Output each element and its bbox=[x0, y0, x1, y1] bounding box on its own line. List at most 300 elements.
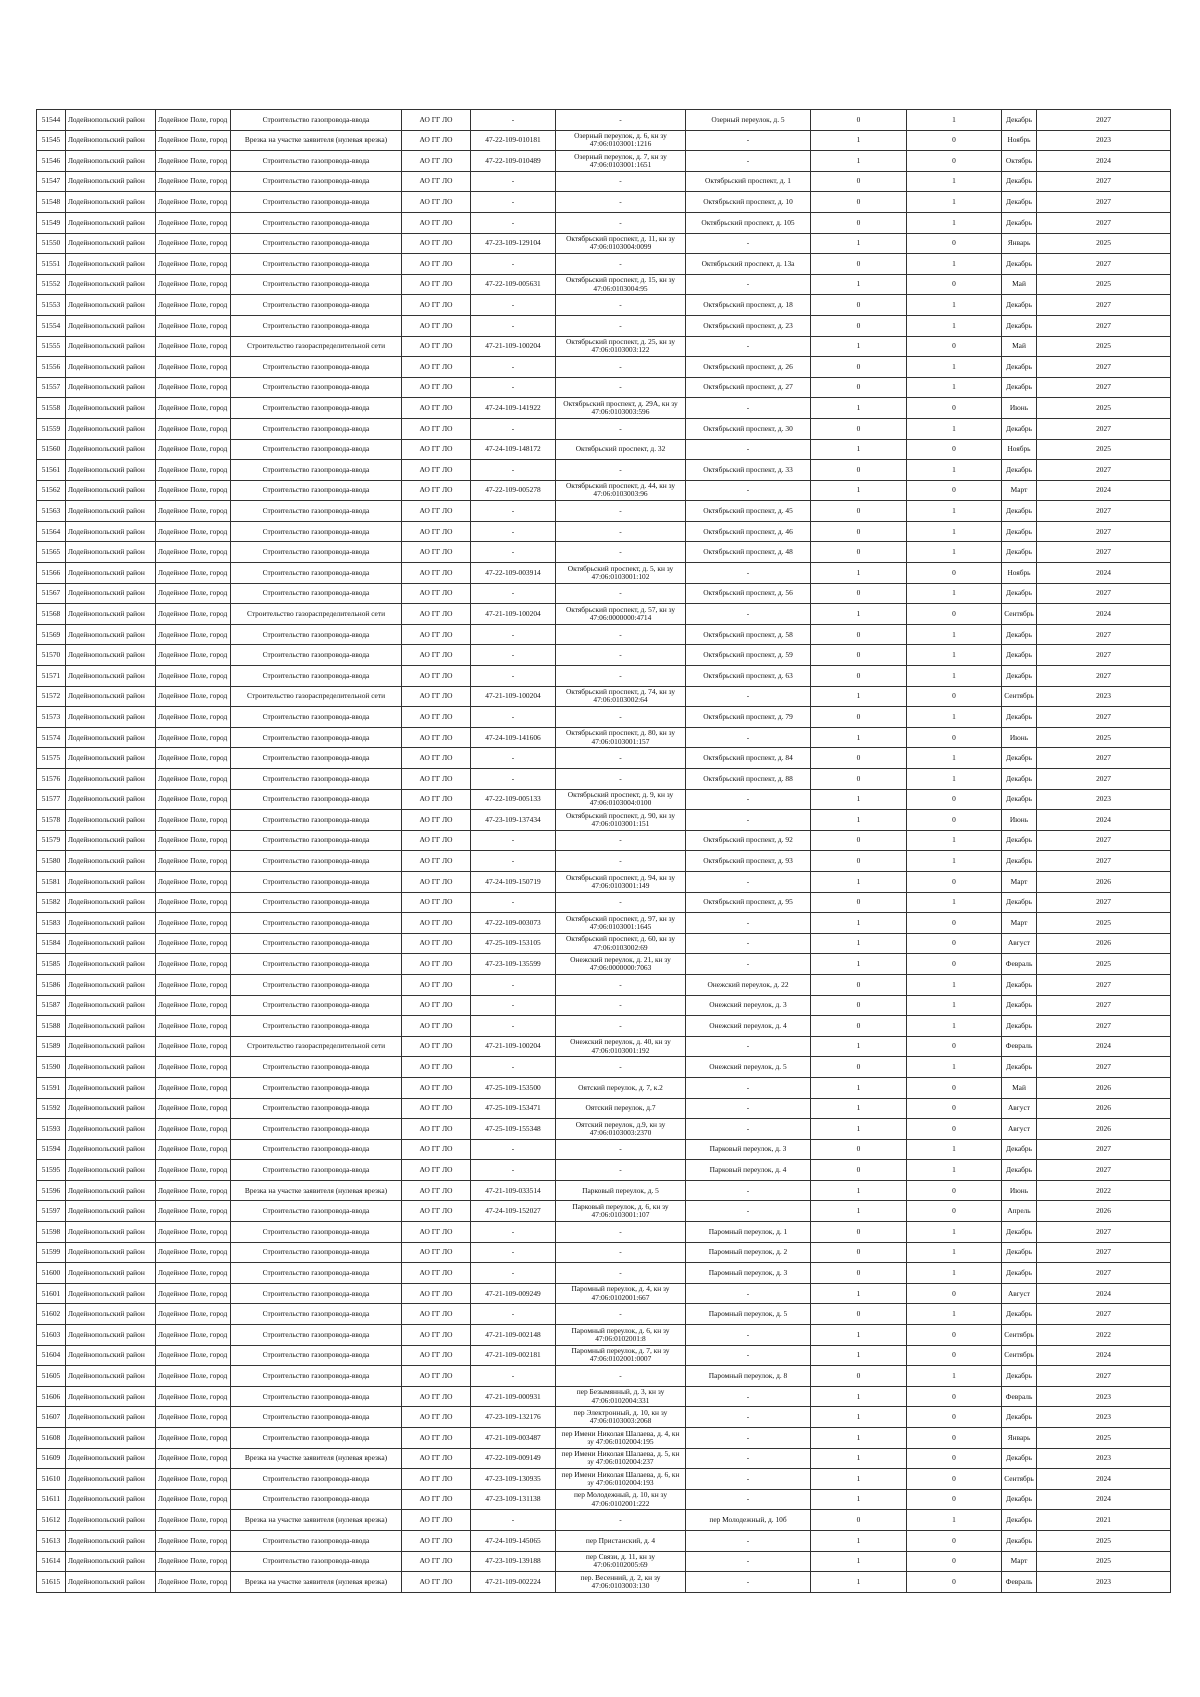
cell-count-planned: 0 bbox=[907, 233, 1002, 254]
cell-address-cadastral: Паромный переулок, д. 4, кн зу 47:06:0102001:667 bbox=[556, 1283, 686, 1304]
cell-year: 2027 bbox=[1037, 707, 1171, 728]
cell-month: Декабрь bbox=[1002, 748, 1037, 769]
cell-district: Лодейнопольский район bbox=[66, 1572, 156, 1593]
cell-address-cadastral: Октябрьский проспект, д. 9, кн зу 47:06:0103004:0100 bbox=[556, 789, 686, 810]
cell-year: 2023 bbox=[1037, 130, 1171, 151]
cell-year: 2027 bbox=[1037, 1222, 1171, 1243]
cell-month: Октябрь bbox=[1002, 151, 1037, 172]
cell-count-planned: 1 bbox=[907, 542, 1002, 563]
cell-row-number: 51587 bbox=[37, 995, 66, 1016]
cell-address-cadastral: - bbox=[556, 171, 686, 192]
cell-count-contracted: 1 bbox=[811, 1530, 907, 1551]
table-row bbox=[37, 1325, 1171, 1346]
cell-count-contracted: 1 bbox=[811, 604, 907, 625]
cell-work-type: Строительство газопровода-ввода bbox=[231, 274, 402, 295]
table-row bbox=[37, 439, 1171, 460]
cell-work-type: Строительство газопровода-ввода bbox=[231, 1469, 402, 1490]
cell-work-type: Строительство газопровода-ввода bbox=[231, 727, 402, 748]
cell-work-type: Строительство газопровода-ввода bbox=[231, 1489, 402, 1510]
table-row bbox=[37, 480, 1171, 501]
cell-organization: АО ГГ ЛО bbox=[402, 1201, 471, 1222]
cell-work-type: Строительство газопровода-ввода bbox=[231, 233, 402, 254]
table-row bbox=[37, 460, 1171, 481]
cell-count-contracted: 0 bbox=[811, 460, 907, 481]
cell-contract-number: 47-22-109-005631 bbox=[471, 274, 556, 295]
cell-count-planned: 0 bbox=[907, 1283, 1002, 1304]
cell-work-type: Строительство газопровода-ввода bbox=[231, 1386, 402, 1407]
cell-address-cadastral: - bbox=[556, 1242, 686, 1263]
cell-row-number: 51567 bbox=[37, 583, 66, 604]
cell-settlement: Лодейное Поле, город bbox=[156, 151, 231, 172]
cell-count-contracted: 0 bbox=[811, 1366, 907, 1387]
cell-organization: АО ГГ ЛО bbox=[402, 460, 471, 481]
cell-count-planned: 1 bbox=[907, 830, 1002, 851]
cell-work-type: Строительство газопровода-ввода bbox=[231, 1551, 402, 1572]
cell-settlement: Лодейное Поле, город bbox=[156, 624, 231, 645]
cell-count-planned: 0 bbox=[907, 954, 1002, 975]
cell-count-contracted: 0 bbox=[811, 666, 907, 687]
cell-row-number: 51581 bbox=[37, 871, 66, 892]
cell-address: - bbox=[686, 810, 811, 831]
table-row bbox=[37, 192, 1171, 213]
cell-address: - bbox=[686, 789, 811, 810]
cell-address-cadastral: Октябрьский проспект, д. 44, кн зу 47:06:0103003:96 bbox=[556, 480, 686, 501]
table-row bbox=[37, 871, 1171, 892]
cell-settlement: Лодейное Поле, город bbox=[156, 769, 231, 790]
cell-count-contracted: 0 bbox=[811, 315, 907, 336]
cell-count-contracted: 1 bbox=[811, 913, 907, 934]
cell-contract-number: - bbox=[471, 1242, 556, 1263]
cell-count-contracted: 1 bbox=[811, 954, 907, 975]
cell-settlement: Лодейное Поле, город bbox=[156, 501, 231, 522]
cell-address-cadastral: пер Связи, д. 11, кн зу 47:06:0102005:69 bbox=[556, 1551, 686, 1572]
cell-organization: АО ГГ ЛО bbox=[402, 666, 471, 687]
cell-month: Ноябрь bbox=[1002, 563, 1037, 584]
cell-year: 2027 bbox=[1037, 1263, 1171, 1284]
cell-address-cadastral: Озерный переулок, д. 7, кн зу 47:06:0103001:1651 bbox=[556, 151, 686, 172]
cell-row-number: 51602 bbox=[37, 1304, 66, 1325]
cell-settlement: Лодейное Поле, город bbox=[156, 789, 231, 810]
cell-work-type: Строительство газопровода-ввода bbox=[231, 830, 402, 851]
cell-settlement: Лодейное Поле, город bbox=[156, 315, 231, 336]
cell-address-cadastral: Октябрьский проспект, д. 5, кн зу 47:06:0103001:102 bbox=[556, 563, 686, 584]
cell-work-type: Строительство газопровода-ввода bbox=[231, 1283, 402, 1304]
cell-row-number: 51608 bbox=[37, 1428, 66, 1449]
cell-count-planned: 1 bbox=[907, 192, 1002, 213]
cell-count-planned: 0 bbox=[907, 1489, 1002, 1510]
cell-address-cadastral: - bbox=[556, 1366, 686, 1387]
cell-organization: АО ГГ ЛО bbox=[402, 254, 471, 275]
cell-organization: АО ГГ ЛО bbox=[402, 212, 471, 233]
cell-row-number: 51575 bbox=[37, 748, 66, 769]
cell-month: Март bbox=[1002, 871, 1037, 892]
table-row bbox=[37, 542, 1171, 563]
cell-organization: АО ГГ ЛО bbox=[402, 1139, 471, 1160]
cell-count-planned: 0 bbox=[907, 1345, 1002, 1366]
cell-work-type: Строительство газопровода-ввода bbox=[231, 398, 402, 419]
cell-settlement: Лодейное Поле, город bbox=[156, 1139, 231, 1160]
cell-year: 2027 bbox=[1037, 357, 1171, 378]
cell-organization: АО ГГ ЛО bbox=[402, 995, 471, 1016]
cell-organization: АО ГГ ЛО bbox=[402, 274, 471, 295]
cell-month: Февраль bbox=[1002, 1386, 1037, 1407]
table-row bbox=[37, 748, 1171, 769]
cell-contract-number: 47-23-109-135599 bbox=[471, 954, 556, 975]
cell-organization: АО ГГ ЛО bbox=[402, 1057, 471, 1078]
cell-month: Декабрь bbox=[1002, 1057, 1037, 1078]
cell-district: Лодейнопольский район bbox=[66, 274, 156, 295]
cell-contract-number: 47-22-109-003914 bbox=[471, 563, 556, 584]
cell-organization: АО ГГ ЛО bbox=[402, 521, 471, 542]
cell-address: Октябрьский проспект, д. 27 bbox=[686, 377, 811, 398]
cell-organization: АО ГГ ЛО bbox=[402, 1428, 471, 1449]
cell-row-number: 51578 bbox=[37, 810, 66, 831]
cell-work-type: Строительство газопровода-ввода bbox=[231, 1222, 402, 1243]
cell-row-number: 51601 bbox=[37, 1283, 66, 1304]
cell-count-contracted: 0 bbox=[811, 254, 907, 275]
cell-address: Октябрьский проспект, д. 45 bbox=[686, 501, 811, 522]
cell-address: Октябрьский проспект, д. 46 bbox=[686, 521, 811, 542]
cell-count-contracted: 1 bbox=[811, 563, 907, 584]
cell-row-number: 51599 bbox=[37, 1242, 66, 1263]
cell-year: 2024 bbox=[1037, 604, 1171, 625]
cell-district: Лодейнопольский район bbox=[66, 1119, 156, 1140]
cell-count-planned: 1 bbox=[907, 254, 1002, 275]
cell-district: Лодейнопольский район bbox=[66, 1448, 156, 1469]
cell-row-number: 51610 bbox=[37, 1469, 66, 1490]
cell-work-type: Врезка на участке заявителя (нулевая врезка) bbox=[231, 1572, 402, 1593]
cell-work-type: Строительство газораспределительной сети bbox=[231, 336, 402, 357]
cell-contract-number: 47-22-109-010181 bbox=[471, 130, 556, 151]
cell-year: 2027 bbox=[1037, 295, 1171, 316]
cell-month: Июнь bbox=[1002, 1180, 1037, 1201]
cell-work-type: Строительство газопровода-ввода bbox=[231, 1407, 402, 1428]
cell-year: 2023 bbox=[1037, 1407, 1171, 1428]
table-row bbox=[37, 1489, 1171, 1510]
cell-row-number: 51549 bbox=[37, 212, 66, 233]
cell-organization: АО ГГ ЛО bbox=[402, 1469, 471, 1490]
cell-row-number: 51569 bbox=[37, 624, 66, 645]
cell-work-type: Строительство газопровода-ввода bbox=[231, 1325, 402, 1346]
cell-count-contracted: 0 bbox=[811, 501, 907, 522]
cell-settlement: Лодейное Поле, город bbox=[156, 439, 231, 460]
cell-address-cadastral: - bbox=[556, 892, 686, 913]
cell-organization: АО ГГ ЛО bbox=[402, 1407, 471, 1428]
cell-month: Июнь bbox=[1002, 810, 1037, 831]
cell-month: Декабрь bbox=[1002, 1222, 1037, 1243]
cell-year: 2024 bbox=[1037, 1283, 1171, 1304]
cell-row-number: 51588 bbox=[37, 1016, 66, 1037]
cell-year: 2025 bbox=[1037, 913, 1171, 934]
cell-settlement: Лодейное Поле, город bbox=[156, 583, 231, 604]
cell-address: - bbox=[686, 1530, 811, 1551]
cell-settlement: Лодейное Поле, город bbox=[156, 913, 231, 934]
cell-row-number: 51580 bbox=[37, 851, 66, 872]
cell-work-type: Врезка на участке заявителя (нулевая врезка) bbox=[231, 130, 402, 151]
cell-address: Паромный переулок, д. 5 bbox=[686, 1304, 811, 1325]
cell-month: Декабрь bbox=[1002, 192, 1037, 213]
cell-row-number: 51562 bbox=[37, 480, 66, 501]
cell-address: Парковый переулок, д. 4 bbox=[686, 1160, 811, 1181]
cell-contract-number: 47-23-109-129104 bbox=[471, 233, 556, 254]
cell-settlement: Лодейное Поле, город bbox=[156, 851, 231, 872]
cell-work-type: Строительство газопровода-ввода bbox=[231, 583, 402, 604]
cell-work-type: Врезка на участке заявителя (нулевая врезка) bbox=[231, 1180, 402, 1201]
cell-year: 2027 bbox=[1037, 769, 1171, 790]
table-row bbox=[37, 418, 1171, 439]
table-row bbox=[37, 707, 1171, 728]
cell-row-number: 51556 bbox=[37, 357, 66, 378]
cell-row-number: 51592 bbox=[37, 1098, 66, 1119]
cell-month: Декабрь bbox=[1002, 357, 1037, 378]
table-row bbox=[37, 1345, 1171, 1366]
cell-district: Лодейнопольский район bbox=[66, 1530, 156, 1551]
cell-row-number: 51571 bbox=[37, 666, 66, 687]
cell-organization: АО ГГ ЛО bbox=[402, 830, 471, 851]
cell-address-cadastral: - bbox=[556, 418, 686, 439]
cell-settlement: Лодейное Поле, город bbox=[156, 1428, 231, 1449]
cell-organization: АО ГГ ЛО bbox=[402, 418, 471, 439]
cell-settlement: Лодейное Поле, город bbox=[156, 1077, 231, 1098]
cell-count-contracted: 1 bbox=[811, 686, 907, 707]
cell-address: - bbox=[686, 480, 811, 501]
cell-district: Лодейнопольский район bbox=[66, 1201, 156, 1222]
cell-count-planned: 0 bbox=[907, 151, 1002, 172]
cell-address-cadastral: - bbox=[556, 212, 686, 233]
cell-contract-number: - bbox=[471, 707, 556, 728]
cell-count-contracted: 1 bbox=[811, 1489, 907, 1510]
cell-row-number: 51596 bbox=[37, 1180, 66, 1201]
cell-settlement: Лодейное Поле, город bbox=[156, 686, 231, 707]
cell-work-type: Строительство газораспределительной сети bbox=[231, 604, 402, 625]
cell-count-planned: 0 bbox=[907, 1407, 1002, 1428]
cell-count-contracted: 1 bbox=[811, 130, 907, 151]
cell-year: 2027 bbox=[1037, 212, 1171, 233]
cell-organization: АО ГГ ЛО bbox=[402, 377, 471, 398]
cell-organization: АО ГГ ЛО bbox=[402, 583, 471, 604]
cell-settlement: Лодейное Поле, город bbox=[156, 480, 231, 501]
cell-organization: АО ГГ ЛО bbox=[402, 727, 471, 748]
cell-year: 2024 bbox=[1037, 480, 1171, 501]
cell-organization: АО ГГ ЛО bbox=[402, 851, 471, 872]
cell-district: Лодейнопольский район bbox=[66, 995, 156, 1016]
cell-address-cadastral: - bbox=[556, 851, 686, 872]
cell-district: Лодейнопольский район bbox=[66, 110, 156, 131]
cell-row-number: 51555 bbox=[37, 336, 66, 357]
table-row bbox=[37, 315, 1171, 336]
cell-count-planned: 1 bbox=[907, 1304, 1002, 1325]
cell-district: Лодейнопольский район bbox=[66, 1510, 156, 1531]
cell-row-number: 51572 bbox=[37, 686, 66, 707]
cell-settlement: Лодейное Поле, город bbox=[156, 933, 231, 954]
cell-row-number: 51600 bbox=[37, 1263, 66, 1284]
cell-address-cadastral: Парковый переулок, д. 5 bbox=[556, 1180, 686, 1201]
cell-work-type: Строительство газораспределительной сети bbox=[231, 1036, 402, 1057]
cell-district: Лодейнопольский район bbox=[66, 130, 156, 151]
cell-address-cadastral: Онежский переулок, д. 21, кн зу 47:06:0000000:7063 bbox=[556, 954, 686, 975]
cell-address: - bbox=[686, 686, 811, 707]
cell-work-type: Строительство газопровода-ввода bbox=[231, 789, 402, 810]
cell-address-cadastral: Парковый переулок, д. 6, кн зу 47:06:0103001:107 bbox=[556, 1201, 686, 1222]
cell-organization: АО ГГ ЛО bbox=[402, 1345, 471, 1366]
cell-contract-number: 47-23-109-132176 bbox=[471, 1407, 556, 1428]
cell-settlement: Лодейное Поле, город bbox=[156, 748, 231, 769]
cell-settlement: Лодейное Поле, город bbox=[156, 357, 231, 378]
cell-district: Лодейнопольский район bbox=[66, 748, 156, 769]
cell-contract-number: 47-21-109-100204 bbox=[471, 604, 556, 625]
cell-count-planned: 1 bbox=[907, 357, 1002, 378]
cell-count-planned: 1 bbox=[907, 769, 1002, 790]
cell-month: Август bbox=[1002, 1283, 1037, 1304]
cell-count-contracted: 0 bbox=[811, 892, 907, 913]
cell-count-contracted: 0 bbox=[811, 830, 907, 851]
cell-work-type: Строительство газопровода-ввода bbox=[231, 1057, 402, 1078]
cell-address-cadastral: пер Молодежный, д. 10, кн зу 47:06:0102001:222 bbox=[556, 1489, 686, 1510]
cell-year: 2026 bbox=[1037, 1077, 1171, 1098]
table-row bbox=[37, 1510, 1171, 1531]
cell-address-cadastral: - bbox=[556, 583, 686, 604]
cell-contract-number: - bbox=[471, 212, 556, 233]
cell-count-planned: 0 bbox=[907, 1428, 1002, 1449]
cell-contract-number: 47-22-109-005278 bbox=[471, 480, 556, 501]
cell-contract-number: - bbox=[471, 995, 556, 1016]
cell-contract-number: 47-21-109-033514 bbox=[471, 1180, 556, 1201]
cell-work-type: Строительство газопровода-ввода bbox=[231, 645, 402, 666]
cell-work-type: Строительство газопровода-ввода bbox=[231, 521, 402, 542]
cell-count-contracted: 0 bbox=[811, 1139, 907, 1160]
cell-district: Лодейнопольский район bbox=[66, 624, 156, 645]
cell-settlement: Лодейное Поле, город bbox=[156, 1325, 231, 1346]
cell-work-type: Строительство газопровода-ввода bbox=[231, 418, 402, 439]
cell-organization: АО ГГ ЛО bbox=[402, 1325, 471, 1346]
cell-organization: АО ГГ ЛО bbox=[402, 563, 471, 584]
cell-month: Ноябрь bbox=[1002, 439, 1037, 460]
cell-address: Октябрьский проспект, д. 79 bbox=[686, 707, 811, 728]
cell-count-contracted: 0 bbox=[811, 542, 907, 563]
cell-settlement: Лодейное Поле, город bbox=[156, 1119, 231, 1140]
cell-settlement: Лодейное Поле, город bbox=[156, 1386, 231, 1407]
cell-contract-number: 47-24-109-141922 bbox=[471, 398, 556, 419]
cell-count-contracted: 1 bbox=[811, 1386, 907, 1407]
cell-address-cadastral: - bbox=[556, 460, 686, 481]
cell-address: - bbox=[686, 1428, 811, 1449]
cell-count-planned: 1 bbox=[907, 315, 1002, 336]
cell-district: Лодейнопольский район bbox=[66, 171, 156, 192]
cell-count-planned: 1 bbox=[907, 851, 1002, 872]
cell-settlement: Лодейное Поле, город bbox=[156, 892, 231, 913]
cell-year: 2027 bbox=[1037, 624, 1171, 645]
cell-work-type: Строительство газопровода-ввода bbox=[231, 1345, 402, 1366]
cell-contract-number: 47-24-109-148172 bbox=[471, 439, 556, 460]
cell-work-type: Строительство газопровода-ввода bbox=[231, 1201, 402, 1222]
cell-address: - bbox=[686, 604, 811, 625]
cell-organization: АО ГГ ЛО bbox=[402, 357, 471, 378]
cell-count-planned: 0 bbox=[907, 1448, 1002, 1469]
cell-row-number: 51607 bbox=[37, 1407, 66, 1428]
cell-organization: АО ГГ ЛО bbox=[402, 686, 471, 707]
cell-row-number: 51591 bbox=[37, 1077, 66, 1098]
cell-address: - bbox=[686, 1386, 811, 1407]
table-row bbox=[37, 1572, 1171, 1593]
cell-organization: АО ГГ ЛО bbox=[402, 913, 471, 934]
table-row bbox=[37, 666, 1171, 687]
cell-address-cadastral: - bbox=[556, 1057, 686, 1078]
cell-work-type: Строительство газопровода-ввода bbox=[231, 974, 402, 995]
cell-address-cadastral: - bbox=[556, 521, 686, 542]
cell-district: Лодейнопольский район bbox=[66, 563, 156, 584]
cell-work-type: Строительство газопровода-ввода bbox=[231, 151, 402, 172]
cell-row-number: 51609 bbox=[37, 1448, 66, 1469]
cell-address: - bbox=[686, 933, 811, 954]
cell-count-planned: 0 bbox=[907, 1551, 1002, 1572]
cell-address: Октябрьский проспект, д. 13а bbox=[686, 254, 811, 275]
cell-contract-number: 47-21-109-100204 bbox=[471, 686, 556, 707]
cell-month: Декабрь bbox=[1002, 1489, 1037, 1510]
cell-address-cadastral: - bbox=[556, 645, 686, 666]
cell-work-type: Строительство газораспределительной сети bbox=[231, 686, 402, 707]
cell-address: - bbox=[686, 439, 811, 460]
cell-month: Декабрь bbox=[1002, 377, 1037, 398]
cell-address: - bbox=[686, 954, 811, 975]
cell-count-planned: 1 bbox=[907, 624, 1002, 645]
cell-settlement: Лодейное Поле, город bbox=[156, 1098, 231, 1119]
cell-address: - bbox=[686, 1201, 811, 1222]
cell-count-planned: 0 bbox=[907, 686, 1002, 707]
cell-address: Октябрьский проспект, д. 30 bbox=[686, 418, 811, 439]
cell-count-contracted: 0 bbox=[811, 295, 907, 316]
cell-count-contracted: 0 bbox=[811, 851, 907, 872]
cell-settlement: Лодейное Поле, город bbox=[156, 1036, 231, 1057]
cell-row-number: 51545 bbox=[37, 130, 66, 151]
cell-settlement: Лодейное Поле, город bbox=[156, 1530, 231, 1551]
cell-district: Лодейнопольский район bbox=[66, 1345, 156, 1366]
cell-year: 2027 bbox=[1037, 1016, 1171, 1037]
cell-address-cadastral: Октябрьский проспект, д. 32 bbox=[556, 439, 686, 460]
cell-month: Декабрь bbox=[1002, 789, 1037, 810]
cell-settlement: Лодейное Поле, город bbox=[156, 604, 231, 625]
cell-organization: АО ГГ ЛО bbox=[402, 439, 471, 460]
cell-month: Февраль bbox=[1002, 1572, 1037, 1593]
cell-address-cadastral: пер Электронный, д. 10, кн зу 47:06:0103003:2068 bbox=[556, 1407, 686, 1428]
cell-count-contracted: 0 bbox=[811, 1160, 907, 1181]
cell-contract-number: 47-25-109-153500 bbox=[471, 1077, 556, 1098]
cell-address: - bbox=[686, 871, 811, 892]
cell-year: 2027 bbox=[1037, 110, 1171, 131]
cell-settlement: Лодейное Поле, город bbox=[156, 645, 231, 666]
cell-work-type: Строительство газопровода-ввода bbox=[231, 1428, 402, 1449]
cell-settlement: Лодейное Поле, город bbox=[156, 810, 231, 831]
cell-count-planned: 0 bbox=[907, 130, 1002, 151]
table-row bbox=[37, 295, 1171, 316]
cell-settlement: Лодейное Поле, город bbox=[156, 1201, 231, 1222]
cell-month: Декабрь bbox=[1002, 1016, 1037, 1037]
table-body bbox=[37, 110, 1171, 1593]
cell-organization: АО ГГ ЛО bbox=[402, 810, 471, 831]
cell-address: Паромный переулок, д. 8 bbox=[686, 1366, 811, 1387]
cell-address-cadastral: Октябрьский проспект, д. 60, кн зу 47:06:0103002:69 bbox=[556, 933, 686, 954]
cell-count-contracted: 1 bbox=[811, 1077, 907, 1098]
cell-contract-number: - bbox=[471, 666, 556, 687]
gasification-table bbox=[36, 109, 1171, 1593]
table-row bbox=[37, 1016, 1171, 1037]
cell-work-type: Строительство газопровода-ввода bbox=[231, 1098, 402, 1119]
cell-row-number: 51544 bbox=[37, 110, 66, 131]
cell-year: 2027 bbox=[1037, 851, 1171, 872]
cell-district: Лодейнопольский район bbox=[66, 357, 156, 378]
table-row bbox=[37, 1407, 1171, 1428]
cell-month: Сентябрь bbox=[1002, 1325, 1037, 1346]
cell-settlement: Лодейное Поле, город bbox=[156, 1407, 231, 1428]
